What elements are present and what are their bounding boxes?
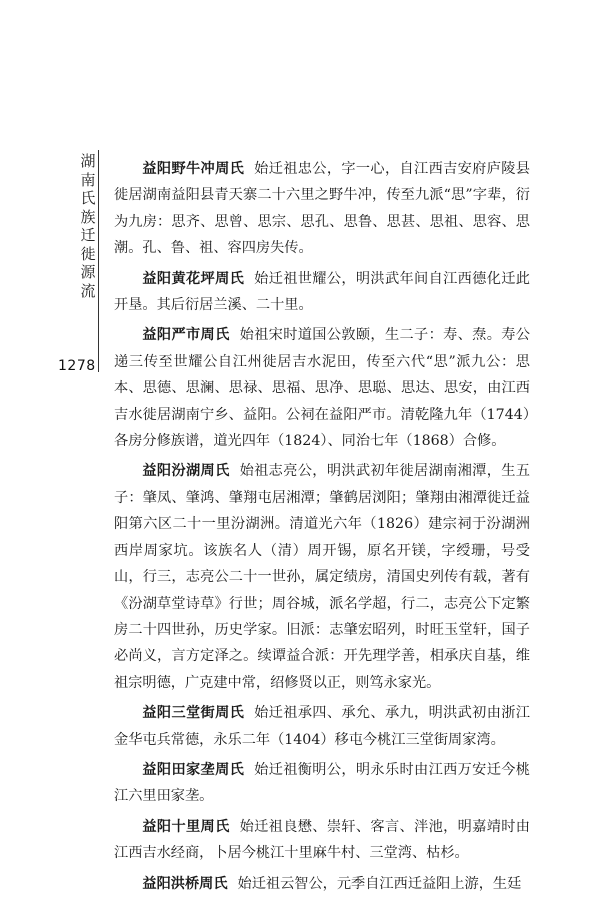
entry-heading: 益阳黄花坪周氏 <box>142 270 245 287</box>
page-number: 1278 <box>58 358 96 374</box>
entry-text: 始迁祖世耀公，明洪武年间自江西德化迁此开垦。其后衍居兰溪、二十里。 <box>114 270 530 314</box>
entry-heading: 益阳十里周氏 <box>142 818 230 835</box>
entry-heading: 益阳汾湖周氏 <box>142 463 230 480</box>
entry-text: 始祖宋时道国公敦颐，生二子：寿、焘。寿公递三传至世耀公自江州徙居吉水泥田，传至六代“思”派九公：思本、思德、思澜、思禄、思福、思净、思聪、思达、思安，由江西吉水徙居湖南宁乡、益阳。公祠在益阳严市。清乾隆九年（1744）各房分修族谱，道光四年（1824）、同治七年（1868）合修。 <box>114 327 530 450</box>
entry-heading: 益阳野牛冲周氏 <box>142 161 245 177</box>
main-text <box>114 156 530 901</box>
entry-heading: 益阳三堂街周氏 <box>142 705 245 722</box>
entry-text: 始迁祖衡明公，明永乐时由江西万安迁今桃江六里田家垄。 <box>114 761 530 805</box>
entry-text: 始祖志亮公，明洪武初年徙居湖南湘潭，生五子：肇凤、肇鸿、肇翔屯居湘潭；肇鹤居浏阳；肇翔由湘潭徙迁益阳第六区二十一里汾湖洲。清道光六年（1826）建宗祠于汾湖洲西岸周家坑。该族名人（清）周开锡，原名开镁，字绶珊，号受山，行三，志亮公二十一世孙，属定绩房，清国史列传有载，著有《汾湖草堂诗草》行世；周谷城，派名学超，行二，志亮公下定繁房二十四世孙，历史学家。旧派：志肇宏昭列，时旺玉堂轩，国子必尚义，言方定泽之。续谭益合派：开先理学善，相承庆自基，维祖宗明德，广克建中常，绍修贤以正，则笃永家光。 <box>114 463 530 691</box>
entry-paragraph <box>114 266 530 319</box>
entry-text: 始迁祖云智公，元季自江西迁益阳上游，生廷 <box>237 875 522 892</box>
entry-text: 始迁祖良懋、崇轩、客言、泮池，明嘉靖时由江西吉水经商，卜居今桃江十里麻牛村、三堂湾、枯杉。 <box>114 818 530 862</box>
entry-paragraph <box>114 814 530 867</box>
entry-paragraph <box>114 156 530 262</box>
entry-paragraph <box>114 322 530 454</box>
entry-heading: 益阳严市周氏 <box>142 327 230 344</box>
margin-divider <box>98 150 99 372</box>
running-head-title: 湖南氏族迁徙源流 <box>80 152 96 300</box>
entry-paragraph <box>114 700 530 753</box>
entry-paragraph <box>114 458 530 696</box>
entry-paragraph <box>114 757 530 810</box>
entry-paragraph <box>114 871 530 897</box>
entry-text: 始迁祖承四、承允、承九，明洪武初由浙江金华屯兵常德，永乐二年（1404）移屯今桃江三堂街周家湾。 <box>114 705 530 748</box>
entry-heading: 益阳田家垄周氏 <box>142 761 245 778</box>
entry-text: 始迁祖忠公，字一心，自江西吉安府庐陵县徙居湖南益阳县青天寨二十六里之野牛冲，传至九派“思”字辈，衍为九房：思齐、思曾、思宗、思孔、思鲁、思甚、思祖、思容、思潮。孔、鲁、祖、容四房失传。 <box>114 161 530 257</box>
entry-heading: 益阳洪桥周氏 <box>142 875 228 892</box>
